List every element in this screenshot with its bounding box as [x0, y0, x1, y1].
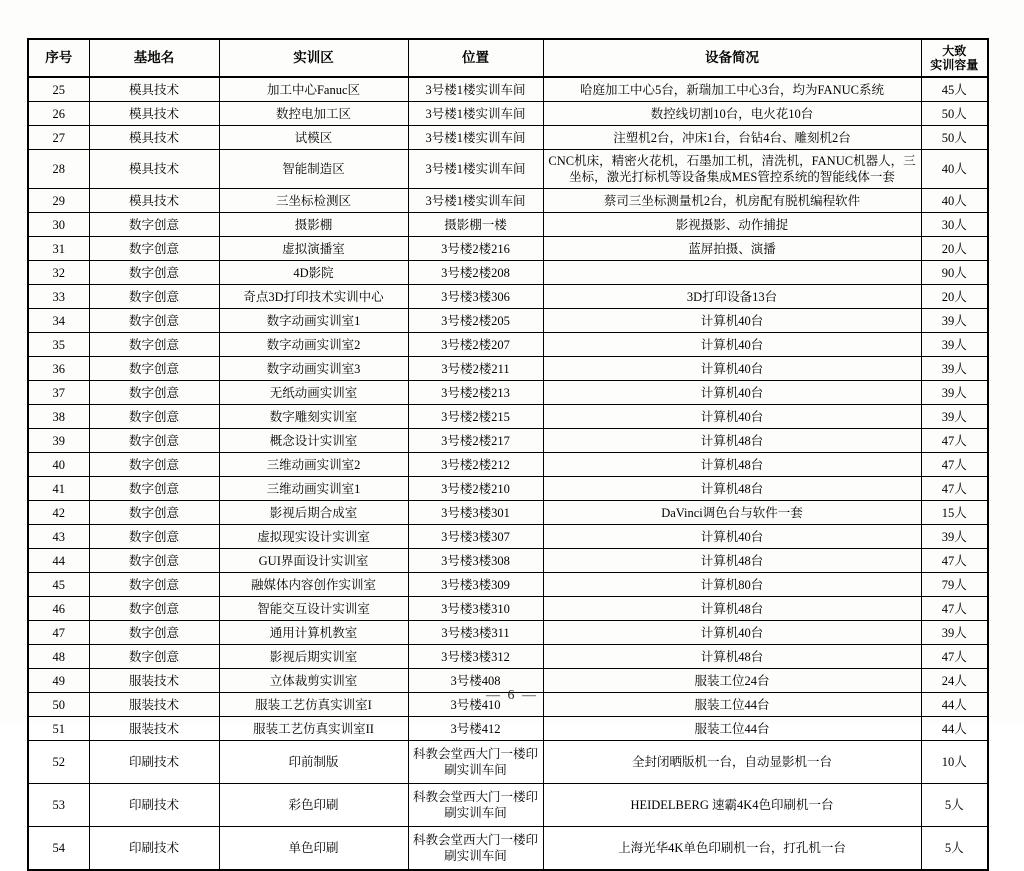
cell-base: 服装技术	[89, 669, 219, 693]
cell-zone: 数字雕刻实训室	[219, 405, 408, 429]
cell-base: 模具技术	[89, 189, 219, 213]
cell-capacity: 50人	[921, 126, 988, 150]
column-header-zone: 实训区	[219, 39, 408, 77]
cell-zone: 印前制版	[219, 741, 408, 784]
cell-base: 模具技术	[89, 126, 219, 150]
cell-equipment: 计算机40台	[543, 525, 921, 549]
cell-location: 3号楼2楼217	[408, 429, 543, 453]
cell-equipment: 计算机48台	[543, 477, 921, 501]
table-row	[28, 357, 988, 381]
cell-seq: 44	[28, 549, 89, 573]
cell-equipment: 服装工位44台	[543, 693, 921, 717]
cell-location: 3号楼1楼实训车间	[408, 126, 543, 150]
cell-zone: 数字动画实训室2	[219, 333, 408, 357]
cell-location: 3号楼2楼210	[408, 477, 543, 501]
cell-base: 数字创意	[89, 453, 219, 477]
cell-location: 3号楼2楼215	[408, 405, 543, 429]
table-row	[28, 77, 988, 102]
cell-equipment: 计算机48台	[543, 645, 921, 669]
cell-zone: 摄影棚	[219, 213, 408, 237]
cell-base: 模具技术	[89, 150, 219, 189]
table-header-row	[28, 39, 988, 77]
cell-seq: 30	[28, 213, 89, 237]
cell-capacity: 45人	[921, 77, 988, 102]
table-row	[28, 717, 988, 741]
column-header-base: 基地名	[89, 39, 219, 77]
cell-capacity: 20人	[921, 237, 988, 261]
cell-equipment: 全封闭晒版机一台，自动显影机一台	[543, 741, 921, 784]
cell-capacity: 5人	[921, 784, 988, 827]
cell-location: 3号楼3楼310	[408, 597, 543, 621]
cell-zone: 概念设计实训室	[219, 429, 408, 453]
column-header-location: 位置	[408, 39, 543, 77]
cell-equipment: 计算机40台	[543, 309, 921, 333]
cell-base: 数字创意	[89, 333, 219, 357]
cell-equipment	[543, 261, 921, 285]
cell-location: 3号楼410	[408, 693, 543, 717]
cell-base: 数字创意	[89, 645, 219, 669]
cell-base: 印刷技术	[89, 784, 219, 827]
cell-equipment: 计算机48台	[543, 453, 921, 477]
cell-location: 3号楼3楼306	[408, 285, 543, 309]
table-row	[28, 477, 988, 501]
cell-capacity: 20人	[921, 285, 988, 309]
cell-equipment: 计算机40台	[543, 381, 921, 405]
column-header-equipment: 设备简况	[543, 39, 921, 77]
training-base-table	[27, 38, 989, 871]
cell-seq: 31	[28, 237, 89, 261]
cell-equipment: 上海光华4K单色印刷机一台，打孔机一台	[543, 827, 921, 871]
table-row	[28, 405, 988, 429]
cell-zone: 服装工艺仿真实训室II	[219, 717, 408, 741]
cell-equipment: 计算机48台	[543, 549, 921, 573]
cell-location: 3号楼1楼实训车间	[408, 189, 543, 213]
cell-base: 数字创意	[89, 213, 219, 237]
cell-capacity: 39人	[921, 309, 988, 333]
cell-equipment: 计算机40台	[543, 405, 921, 429]
table-header	[28, 39, 988, 77]
cell-base: 数字创意	[89, 381, 219, 405]
cell-seq: 35	[28, 333, 89, 357]
cell-seq: 40	[28, 453, 89, 477]
cell-seq: 48	[28, 645, 89, 669]
cell-equipment: 服装工位24台	[543, 669, 921, 693]
cell-seq: 47	[28, 621, 89, 645]
table-row	[28, 333, 988, 357]
cell-base: 数字创意	[89, 597, 219, 621]
cell-location: 摄影棚一楼	[408, 213, 543, 237]
cell-base: 数字创意	[89, 477, 219, 501]
cell-location: 3号楼3楼308	[408, 549, 543, 573]
cell-zone: 虚拟现实设计实训室	[219, 525, 408, 549]
cell-capacity: 5人	[921, 827, 988, 871]
table-row	[28, 573, 988, 597]
cell-seq: 54	[28, 827, 89, 871]
cell-location: 3号楼3楼311	[408, 621, 543, 645]
cell-capacity: 39人	[921, 525, 988, 549]
cell-seq: 41	[28, 477, 89, 501]
cell-base: 数字创意	[89, 405, 219, 429]
cell-location: 3号楼2楼207	[408, 333, 543, 357]
cell-zone: 加工中心Fanuc区	[219, 77, 408, 102]
cell-seq: 45	[28, 573, 89, 597]
cell-seq: 42	[28, 501, 89, 525]
cell-capacity: 30人	[921, 213, 988, 237]
cell-location: 3号楼2楼213	[408, 381, 543, 405]
cell-equipment: 影视摄影、动作捕捉	[543, 213, 921, 237]
cell-zone: 通用计算机教室	[219, 621, 408, 645]
cell-capacity: 47人	[921, 549, 988, 573]
table-row	[28, 309, 988, 333]
cell-capacity: 39人	[921, 333, 988, 357]
cell-location: 3号楼2楼216	[408, 237, 543, 261]
table-row	[28, 213, 988, 237]
table-row	[28, 501, 988, 525]
cell-seq: 52	[28, 741, 89, 784]
cell-capacity: 47人	[921, 477, 988, 501]
cell-base: 数字创意	[89, 549, 219, 573]
cell-location: 科教会堂西大门一楼印刷实训车间	[408, 741, 543, 784]
cell-equipment: 3D打印设备13台	[543, 285, 921, 309]
cell-capacity: 44人	[921, 717, 988, 741]
cell-base: 模具技术	[89, 102, 219, 126]
table-row	[28, 381, 988, 405]
cell-zone: 立体裁剪实训室	[219, 669, 408, 693]
cell-equipment: DaVinci调色台与软件一套	[543, 501, 921, 525]
cell-seq: 33	[28, 285, 89, 309]
cell-capacity: 39人	[921, 621, 988, 645]
cell-capacity: 15人	[921, 501, 988, 525]
cell-equipment: CNC机床，精密火花机，石墨加工机，清洗机，FANUC机器人，三坐标，激光打标机等设备集成MES管控系统的智能线体一套	[543, 150, 921, 189]
table-row	[28, 285, 988, 309]
cell-equipment: 注塑机2台，冲床1台，台钻4台、雕刻机2台	[543, 126, 921, 150]
cell-capacity: 40人	[921, 189, 988, 213]
table-row	[28, 189, 988, 213]
cell-location: 3号楼3楼312	[408, 645, 543, 669]
table-row	[28, 549, 988, 573]
cell-location: 3号楼3楼307	[408, 525, 543, 549]
table-row	[28, 827, 988, 871]
capacity-header-line1: 大致	[942, 43, 967, 58]
table-row	[28, 102, 988, 126]
table-row	[28, 261, 988, 285]
cell-seq: 34	[28, 309, 89, 333]
table-row	[28, 126, 988, 150]
cell-location: 科教会堂西大门一楼印刷实训车间	[408, 784, 543, 827]
cell-zone: 数字动画实训室3	[219, 357, 408, 381]
table-row	[28, 741, 988, 784]
cell-base: 数字创意	[89, 309, 219, 333]
table-body	[28, 77, 988, 870]
training-base-table-container	[27, 38, 987, 871]
cell-capacity: 24人	[921, 669, 988, 693]
cell-zone: GUI界面设计实训室	[219, 549, 408, 573]
cell-zone: 影视后期实训室	[219, 645, 408, 669]
cell-zone: 奇点3D打印技术实训中心	[219, 285, 408, 309]
cell-base: 数字创意	[89, 573, 219, 597]
cell-base: 服装技术	[89, 717, 219, 741]
cell-capacity: 47人	[921, 429, 988, 453]
table-row	[28, 645, 988, 669]
cell-capacity: 47人	[921, 645, 988, 669]
cell-zone: 智能制造区	[219, 150, 408, 189]
cell-seq: 26	[28, 102, 89, 126]
cell-seq: 37	[28, 381, 89, 405]
cell-seq: 49	[28, 669, 89, 693]
cell-location: 3号楼408	[408, 669, 543, 693]
cell-equipment: 蓝屏拍摄、演播	[543, 237, 921, 261]
cell-location: 3号楼2楼211	[408, 357, 543, 381]
cell-zone: 影视后期合成室	[219, 501, 408, 525]
cell-zone: 三维动画实训室1	[219, 477, 408, 501]
cell-base: 数字创意	[89, 525, 219, 549]
page-number-footer: — 6 —	[486, 688, 538, 703]
cell-location: 3号楼1楼实训车间	[408, 102, 543, 126]
cell-capacity: 90人	[921, 261, 988, 285]
cell-capacity: 40人	[921, 150, 988, 189]
cell-capacity: 39人	[921, 381, 988, 405]
cell-base: 数字创意	[89, 429, 219, 453]
cell-seq: 28	[28, 150, 89, 189]
cell-location: 3号楼1楼实训车间	[408, 150, 543, 189]
cell-zone: 数控电加工区	[219, 102, 408, 126]
cell-zone: 单色印刷	[219, 827, 408, 871]
cell-location: 3号楼2楼205	[408, 309, 543, 333]
table-row	[28, 429, 988, 453]
cell-location: 3号楼2楼208	[408, 261, 543, 285]
cell-location: 3号楼3楼309	[408, 573, 543, 597]
cell-seq: 36	[28, 357, 89, 381]
cell-capacity: 47人	[921, 453, 988, 477]
cell-base: 印刷技术	[89, 741, 219, 784]
cell-equipment: 蔡司三坐标测量机2台，机房配有脱机编程软件	[543, 189, 921, 213]
cell-base: 数字创意	[89, 357, 219, 381]
cell-location: 3号楼3楼301	[408, 501, 543, 525]
cell-seq: 51	[28, 717, 89, 741]
cell-base: 数字创意	[89, 285, 219, 309]
cell-seq: 53	[28, 784, 89, 827]
cell-equipment: 计算机48台	[543, 597, 921, 621]
cell-location: 3号楼1楼实训车间	[408, 77, 543, 102]
cell-location: 3号楼2楼212	[408, 453, 543, 477]
cell-location: 3号楼412	[408, 717, 543, 741]
cell-seq: 27	[28, 126, 89, 150]
cell-seq: 43	[28, 525, 89, 549]
table-row	[28, 453, 988, 477]
cell-zone: 智能交互设计实训室	[219, 597, 408, 621]
cell-base: 数字创意	[89, 621, 219, 645]
cell-equipment: 服装工位44台	[543, 717, 921, 741]
capacity-header-line2: 实训容量	[930, 58, 979, 72]
cell-capacity: 44人	[921, 693, 988, 717]
cell-zone: 4D影院	[219, 261, 408, 285]
cell-capacity: 47人	[921, 597, 988, 621]
cell-zone: 服装工艺仿真实训室I	[219, 693, 408, 717]
cell-base: 数字创意	[89, 501, 219, 525]
cell-zone: 三维动画实训室2	[219, 453, 408, 477]
cell-equipment: 计算机40台	[543, 357, 921, 381]
column-header-capacity	[921, 39, 988, 77]
table-row	[28, 237, 988, 261]
cell-zone: 试模区	[219, 126, 408, 150]
table-row	[28, 597, 988, 621]
cell-capacity: 10人	[921, 741, 988, 784]
cell-capacity: 50人	[921, 102, 988, 126]
cell-zone: 虚拟演播室	[219, 237, 408, 261]
cell-equipment: 计算机40台	[543, 621, 921, 645]
table-row	[28, 525, 988, 549]
cell-seq: 29	[28, 189, 89, 213]
cell-equipment: 哈庭加工中心5台，新瑞加工中心3台，均为FANUC系统	[543, 77, 921, 102]
cell-base: 数字创意	[89, 261, 219, 285]
cell-capacity: 79人	[921, 573, 988, 597]
cell-seq: 46	[28, 597, 89, 621]
cell-location: 科教会堂西大门一楼印刷实训车间	[408, 827, 543, 871]
table-row	[28, 784, 988, 827]
cell-equipment: 计算机80台	[543, 573, 921, 597]
cell-equipment: 数控线切割10台，电火花10台	[543, 102, 921, 126]
cell-base: 数字创意	[89, 237, 219, 261]
cell-seq: 50	[28, 693, 89, 717]
cell-capacity: 39人	[921, 405, 988, 429]
table-row	[28, 150, 988, 189]
cell-equipment: 计算机48台	[543, 429, 921, 453]
cell-seq: 39	[28, 429, 89, 453]
cell-capacity: 39人	[921, 357, 988, 381]
cell-zone: 彩色印刷	[219, 784, 408, 827]
cell-zone: 三坐标检测区	[219, 189, 408, 213]
table-row	[28, 621, 988, 645]
cell-zone: 数字动画实训室1	[219, 309, 408, 333]
cell-equipment: 计算机40台	[543, 333, 921, 357]
cell-equipment: HEIDELBERG 速霸4K4色印刷机一台	[543, 784, 921, 827]
cell-zone: 无纸动画实训室	[219, 381, 408, 405]
cell-seq: 32	[28, 261, 89, 285]
cell-zone: 融媒体内容创作实训室	[219, 573, 408, 597]
column-header-seq: 序号	[28, 39, 89, 77]
cell-base: 服装技术	[89, 693, 219, 717]
cell-base: 模具技术	[89, 77, 219, 102]
cell-base: 印刷技术	[89, 827, 219, 871]
cell-seq: 25	[28, 77, 89, 102]
cell-seq: 38	[28, 405, 89, 429]
